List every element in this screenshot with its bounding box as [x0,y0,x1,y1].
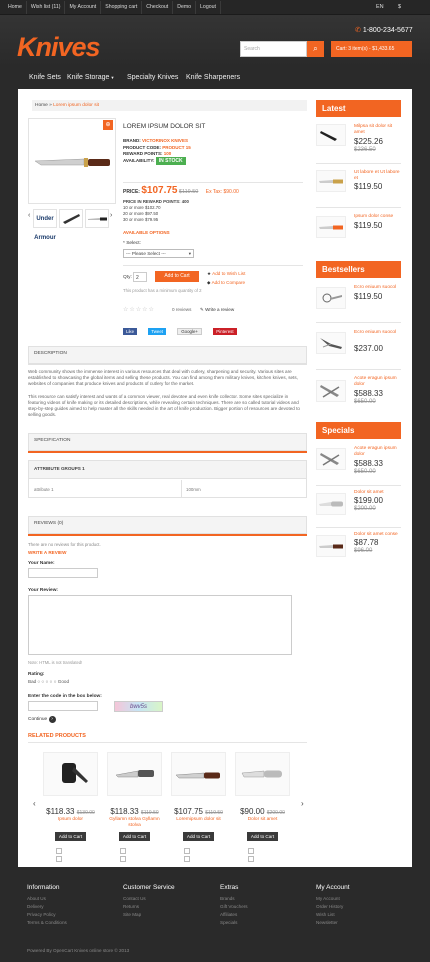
compare-icon: ◆ [207,280,211,285]
currency-selector[interactable]: $ [398,4,402,10]
product-thumb[interactable] [316,493,346,515]
sidebar-bestseller-item-3[interactable]: Acote eragun ipsum dolor $588.33 $650.00 [316,374,401,414]
your-name-label: Your Name: [28,561,55,566]
product-thumb[interactable] [316,380,346,402]
divider [123,182,303,183]
rating-radio-2[interactable]: ○ [41,679,45,684]
breadcrumb-home[interactable]: Home [35,103,48,108]
related-item-1[interactable] [43,752,98,858]
description-text-1: Web community shows the immense interest in various resources that deal with cutlery, sharpening and security. Various sites are established to showcasing the global items and selling these products. You can find among them military knives, kitchen knives, sets, websites of companies that produce knives and products of cutlery for the market. [28,369,298,386]
heart-icon: ★ [207,271,212,276]
product-thumb[interactable] [316,124,346,146]
footer-link[interactable]: Delivery [27,904,44,909]
product-thumb[interactable] [316,332,346,354]
review-text-area[interactable] [28,595,292,655]
google-plus-button[interactable]: Google+ [177,328,202,335]
divider [316,485,401,486]
product-title: LOREM IPSUM DOLOR SIT [123,123,206,130]
thumb-prev-arrow-icon[interactable]: ‹ [28,212,31,219]
top-link-account[interactable]: My Account [65,1,101,14]
attribute-table [28,460,307,498]
product-details: BRAND: VICTORINOX KNIVES PRODUCT CODE: PRODUCT 15 REWARD POINTS: 100 AVAILABILITY: IN STOCK [123,138,191,164]
related-item-4[interactable] [235,752,290,858]
rating-label: Rating: [28,672,45,677]
footer-link[interactable]: Affiliates [220,912,238,917]
breadcrumb-current[interactable]: Lorem ipsum dolor sit [53,103,99,108]
related-prev-arrow-icon[interactable]: ‹ [33,799,36,808]
footer-link[interactable]: Specials [220,920,238,925]
wishlist-icon[interactable] [248,848,254,854]
discounts: PRICE IN REWARD POINTS: 400 10 or more $102.70 20 or more $97.50 30 or more $79.95 [123,199,189,222]
description-text-2: This resource can satisfy interest and wants of a common viewer, real devotee and even knife collector. Some sites specialize in featuring videos of knife making or its detailed descriptions, while revealing certain techniques. There are so called tutorial videos and step-by-step guides aimed to help master all the skills needed in the art of knife production. Bigger portion of resources are devoted to selling goods. [28,394,300,417]
product-main-image[interactable] [28,118,116,204]
search-input[interactable]: Search [240,41,307,57]
footer-link[interactable]: Site Map [123,912,142,917]
pencil-icon: ✎ [200,307,204,312]
footer-extras-title: Extras [220,884,239,891]
footer-link[interactable]: Privacy Policy [27,912,56,917]
zoom-icon[interactable]: ⊕ [103,120,113,130]
rating-radio-4[interactable]: ○ [49,679,53,684]
footer-information-title: Information [27,884,60,891]
price-ex-tax: Ex Tax: $90.00 [205,189,239,195]
pinterest-button[interactable]: Pinterest [213,328,236,335]
cart-summary[interactable]: Cart: 3 item(s) - $1,433.65 [331,41,412,57]
sidebar-latest-item-1[interactable]: Milpsa sit dolor sit amet $225.26 $236.50 [316,122,401,162]
rating-radio-1[interactable]: ○ [37,679,41,684]
rating-radio-5[interactable]: ○ [53,679,57,684]
top-link-wishlist[interactable]: Wish list (11) [27,1,66,14]
rating-stars: ☆☆☆☆☆ [123,307,155,313]
search-icon: ⌕ [313,44,318,53]
add-to-cart-button[interactable]: Add to Cart [155,271,199,282]
tab-description[interactable]: DESCRIPTION [28,346,307,364]
product-thumb[interactable] [316,287,346,309]
product-thumb[interactable] [316,448,346,470]
nav-knife-sharpeners[interactable]: Knife Sharpeners [186,74,241,81]
option-select[interactable]: --- Please Select --- ▾ [123,249,194,258]
captcha-image: bwv5s [114,701,163,712]
product-actions [207,269,245,287]
knife-image [29,119,115,203]
sidebar-bestseller-item-1[interactable]: Ecro eniuum suocol $119.50 [316,283,401,321]
review-name-input[interactable] [28,568,98,578]
related-item-3[interactable] [171,752,226,858]
divider [316,207,401,208]
divider [123,265,303,266]
compare-icon[interactable] [56,856,62,862]
divider [28,364,307,365]
top-link-logout[interactable]: Logout [196,1,221,14]
top-link-checkout[interactable]: Checkout [142,1,173,14]
related-item-name[interactable]: Gyllamn stolva Gyllamn stolva [109,817,160,828]
wishlist-icon[interactable] [184,848,190,854]
tab-reviews[interactable]: REVIEWS (0) [28,516,307,534]
sidebar-latest-item-3[interactable]: Ipsum dolor conse $119.50 [316,212,401,252]
product-thumb[interactable] [316,170,346,192]
sidebar-special-item-2[interactable]: Dolor sit amet $199.00 $200.00 [316,488,401,528]
related-item-name[interactable]: Dolor sit amet [247,817,278,822]
nav-specialty-knives[interactable]: Specialty Knives [127,74,179,81]
attribute-value: 100mm [186,487,201,492]
rating-radio-3[interactable]: ○ [45,679,49,684]
footer-link[interactable]: Terms & Conditions [27,920,67,925]
thumb-next-arrow-icon[interactable]: › [110,212,113,219]
nav-knife-sets[interactable]: Knife Sets [29,74,61,81]
related-item-price: $107.75 $119.50 [174,807,223,816]
reviews-count[interactable]: 0 reviews [172,307,192,312]
top-bar [0,0,430,15]
options-title: AVAILABLE OPTIONS [123,230,170,235]
share-bar [123,328,237,336]
footer-link[interactable]: Order History [316,904,344,909]
select-label: * Select: [123,241,141,246]
thumb-2[interactable] [59,209,83,228]
captcha-label: Enter the code in the box below: [28,694,102,699]
related-add-to-cart-button[interactable]: Add to Cart [183,832,214,841]
footer-link[interactable]: Returns [123,904,140,909]
qty-input[interactable]: 2 [133,272,147,282]
sidebar-special-item-1[interactable]: Acote eragun ipsum dolor $588.33 $650.00 [316,444,401,484]
tab-underline [28,451,307,453]
chevron-down-icon: ▾ [188,251,191,256]
sidebar-latest-title: Latest [316,100,401,117]
price-block: PRICE: $107.75 $119.50 Ex Tax: $90.00 [123,185,239,196]
related-item-price: $118.33 $130.00 [46,807,95,816]
footer-copyright: Powered By OpenCart Knives online store © 2013 [27,948,130,953]
footer-customer-service-title: Customer Service [123,884,175,891]
brand-link[interactable]: VICTORINOX KNIVES [142,138,188,143]
facebook-like-button[interactable]: Like [123,328,137,335]
product-thumb[interactable] [316,216,346,238]
continue-button[interactable]: Continue › [28,716,56,723]
related-title: RELATED PRODUCTS [28,733,86,739]
compare-icon[interactable] [248,856,254,862]
compare-icon[interactable] [120,856,126,862]
phone-icon: ✆ [355,27,363,34]
divider [316,163,401,164]
related-next-arrow-icon[interactable]: › [301,799,304,808]
footer-link[interactable]: Brands [220,896,235,901]
related-item-name[interactable]: Loremipsum dolor sit [176,817,221,822]
rating-radios: Bad ○ ○ ○ ○ ○ Good [28,679,70,684]
brand-logo-thumb[interactable]: Under Armour [33,209,57,228]
html-note: Note: HTML is not translated! [28,660,83,665]
wishlist-icon[interactable] [120,848,126,854]
captcha-input[interactable] [28,701,98,711]
wishlist-link[interactable]: ★ Add to Wish List [207,271,246,276]
divider [181,480,182,498]
price-old: $119.50 [178,189,199,195]
top-link-demo[interactable]: Demo [173,1,196,14]
min-qty-note: This product has a minimum quantity of 2 [123,288,202,293]
breadcrumb: Home » Lorem ipsum dolor sit [32,100,307,111]
footer-link[interactable]: Wish List [316,912,335,917]
compare-icon[interactable] [184,856,190,862]
divider [28,742,307,743]
write-review-link[interactable]: ✎ Write a review [200,307,235,312]
related-item-image[interactable] [171,752,226,796]
phone-number: ✆ 1-800-234-5677 [355,27,413,34]
top-link-home[interactable]: Home [4,1,27,14]
footer-link[interactable]: Gift Vouchers [220,904,248,909]
search-button[interactable] [307,41,324,57]
no-reviews-text: There are no reviews for this product. [28,542,101,547]
stock-badge: IN STOCK [156,157,186,165]
site-logo[interactable]: Knives [17,32,100,62]
your-review-label: Your Review: [28,588,59,593]
footer-link[interactable]: My Account [316,896,340,901]
footer-link[interactable]: Contact Us [123,896,146,901]
footer-link[interactable]: Newsletter [316,920,338,925]
related-item-price: $118.33 $119.50 [110,807,159,816]
chevron-down-icon: ▼ [109,75,115,80]
qty-label: Qty: [123,275,132,280]
sidebar-specials-title: Specials [316,422,401,439]
nav-knife-storage[interactable]: Knife Storage ▼ [67,74,115,81]
sidebar-special-item-3[interactable]: Dolor sit amet conse $87.78 $96.00 [316,530,401,570]
attribute-group-header: ATTRIBUTE GROUPS 1 [29,461,306,479]
divider [316,369,401,370]
top-link-cart[interactable]: Shopping cart [101,1,142,14]
related-item-image[interactable] [107,752,162,796]
write-review-heading: WRITE A REVIEW [28,550,67,555]
divider [316,322,401,323]
compare-link[interactable]: ◆ Add to Compare [207,280,246,285]
wishlist-icon[interactable] [56,848,62,854]
related-item-price: $90.00 $200.00 [240,807,285,816]
divider [316,527,401,528]
related-add-to-cart-button[interactable]: Add to Cart [119,832,150,841]
footer-link[interactable]: About Us [27,896,46,901]
sidebar-latest-item-2[interactable]: Ut labore et Ut labore et $119.50 [316,168,401,206]
footer-my-account-title: My Account [316,884,350,891]
arrow-right-icon: › [49,716,56,723]
language-selector[interactable]: EN [376,4,384,10]
sidebar-bestseller-item-2[interactable]: Ecro eniuum suocol $237.00 [316,328,401,368]
tab-underline [28,534,307,536]
thumb-3[interactable] [85,209,109,228]
related-item-2[interactable] [107,752,162,858]
price-new: $107.75 [141,185,178,196]
related-item-image[interactable] [235,752,290,796]
tweet-button[interactable]: Tweet [148,328,166,335]
related-add-to-cart-button[interactable]: Add to Cart [55,832,86,841]
product-thumb[interactable] [316,535,346,557]
sidebar-bestsellers-title: Bestsellers [316,261,401,278]
related-item-image[interactable] [43,752,98,796]
related-add-to-cart-button[interactable]: Add to Cart [247,832,278,841]
related-item-name[interactable]: Ipsum dolor [57,817,84,822]
attribute-name: attribute 1 [34,487,54,492]
tab-specification[interactable]: SPECIFICATION [28,433,307,451]
